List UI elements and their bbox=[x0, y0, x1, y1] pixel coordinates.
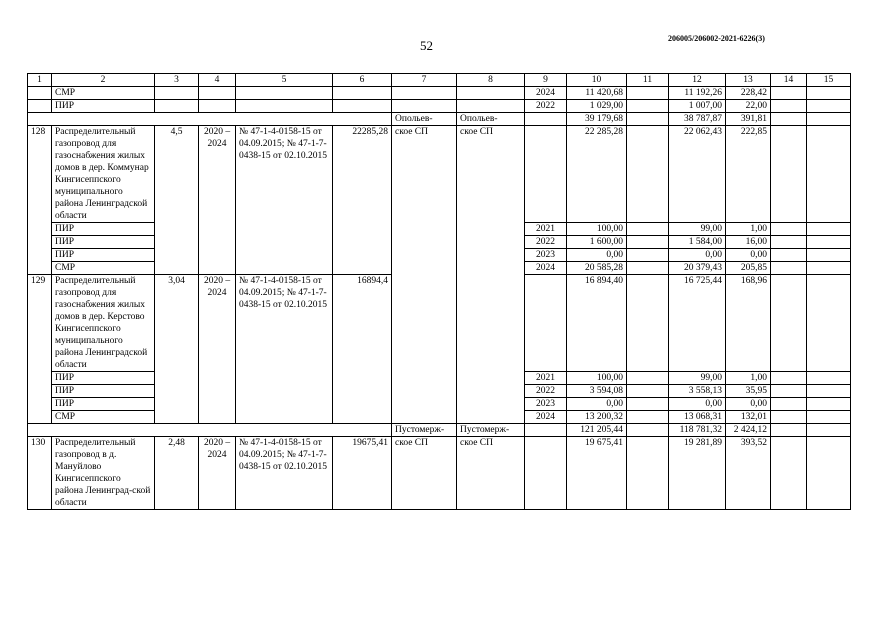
amount-cell: 1,00 bbox=[726, 223, 771, 236]
amount-cell: 1 007,00 bbox=[669, 100, 726, 113]
item-number: 128 bbox=[28, 126, 52, 275]
document-code: 206005/206002-2021-6226(3) bbox=[668, 34, 765, 43]
period-cell: 2020 – 2024 bbox=[199, 437, 236, 510]
page-number: 52 bbox=[420, 38, 433, 53]
item-number: 130 bbox=[28, 437, 52, 510]
header-row bbox=[28, 74, 851, 87]
amount-cell: 19 281,89 bbox=[669, 437, 726, 510]
year-cell: 2024 bbox=[525, 411, 567, 424]
amount-cell: 118 781,32 bbox=[669, 424, 726, 437]
amount-cell: 99,00 bbox=[669, 223, 726, 236]
amount-cell: 11 420,68 bbox=[567, 87, 627, 100]
table-row bbox=[28, 424, 851, 437]
table-row bbox=[28, 87, 851, 100]
col-header: 8 bbox=[457, 74, 525, 87]
amount-cell: 1 029,00 bbox=[567, 100, 627, 113]
length-cell: 4,5 bbox=[155, 126, 199, 275]
row-label: ПИР bbox=[52, 385, 155, 398]
year-cell: 2022 bbox=[525, 236, 567, 249]
year-cell: 2022 bbox=[525, 385, 567, 398]
col-header: 2 bbox=[52, 74, 155, 87]
amount-cell: 22,00 bbox=[726, 100, 771, 113]
amount-cell: 16 894,40 bbox=[567, 275, 627, 372]
amount-cell: 0,00 bbox=[669, 398, 726, 411]
amount-cell: 13 200,32 bbox=[567, 411, 627, 424]
col-header: 10 bbox=[567, 74, 627, 87]
amount-cell: 0,00 bbox=[567, 398, 627, 411]
amount-cell: 0,00 bbox=[726, 398, 771, 411]
district-cell: ское СП bbox=[392, 126, 457, 424]
col-header: 4 bbox=[199, 74, 236, 87]
permit-cell: № 47-1-4-0158-15 от 04.09.2015; № 47-1-7-0438-15 от 02.10.2015 bbox=[236, 275, 333, 424]
amount-cell: 3 594,08 bbox=[567, 385, 627, 398]
period-cell: 2020 – 2024 bbox=[199, 126, 236, 275]
col-header: 12 bbox=[669, 74, 726, 87]
row-label: СМР bbox=[52, 411, 155, 424]
length-cell: 3,04 bbox=[155, 275, 199, 424]
permit-cell: № 47-1-4-0158-15 от 04.09.2015; № 47-1-7-0438-15 от 02.10.2015 bbox=[236, 437, 333, 510]
col-header: 6 bbox=[333, 74, 392, 87]
amount-cell: 11 192,26 bbox=[669, 87, 726, 100]
amount-cell: 393,52 bbox=[726, 437, 771, 510]
amount-cell: 39 179,68 bbox=[567, 113, 627, 126]
amount-cell: 16 725,44 bbox=[669, 275, 726, 372]
row-label: СМР bbox=[52, 262, 155, 275]
amount-cell: 100,00 bbox=[567, 372, 627, 385]
year-cell: 2021 bbox=[525, 372, 567, 385]
district-cell: Пустомерж- bbox=[392, 424, 457, 437]
amount-cell: 2 424,12 bbox=[726, 424, 771, 437]
amount-cell: 0,00 bbox=[726, 249, 771, 262]
col-header: 14 bbox=[771, 74, 807, 87]
col-header: 3 bbox=[155, 74, 199, 87]
amount-cell: 121 205,44 bbox=[567, 424, 627, 437]
amount-cell: 35,95 bbox=[726, 385, 771, 398]
district-cell: Опольев- bbox=[392, 113, 457, 126]
year-cell: 2021 bbox=[525, 223, 567, 236]
amount-cell: 19 675,41 bbox=[567, 437, 627, 510]
table-row bbox=[28, 100, 851, 113]
amount-cell: 22 285,28 bbox=[567, 126, 627, 223]
amount-cell: 13 068,31 bbox=[669, 411, 726, 424]
row-label: СМР bbox=[52, 87, 155, 100]
row-label: ПИР bbox=[52, 398, 155, 411]
col-header: 9 bbox=[525, 74, 567, 87]
amount-cell: 100,00 bbox=[567, 223, 627, 236]
amount-cell: 228,42 bbox=[726, 87, 771, 100]
col-header: 1 bbox=[28, 74, 52, 87]
table-row bbox=[28, 113, 851, 126]
col-header: 5 bbox=[236, 74, 333, 87]
item-name: Распределительный газопровод в д. Мануйлово Кингисеппского района Ленинград-ской области bbox=[52, 437, 155, 510]
cost-cell: 16894,4 bbox=[333, 275, 392, 424]
year-cell: 2024 bbox=[525, 87, 567, 100]
amount-cell: 1 600,00 bbox=[567, 236, 627, 249]
row-label: ПИР bbox=[52, 223, 155, 236]
year-cell: 2023 bbox=[525, 249, 567, 262]
amount-cell: 22 062,43 bbox=[669, 126, 726, 223]
cost-cell: 22285,28 bbox=[333, 126, 392, 275]
table-row bbox=[28, 437, 851, 510]
amount-cell: 222,85 bbox=[726, 126, 771, 223]
district-cell: ское СП bbox=[392, 437, 457, 510]
length-cell: 2,48 bbox=[155, 437, 199, 510]
amount-cell: 391,81 bbox=[726, 113, 771, 126]
row-label: ПИР bbox=[52, 100, 155, 113]
amount-cell: 168,96 bbox=[726, 275, 771, 372]
amount-cell: 3 558,13 bbox=[669, 385, 726, 398]
col-header: 15 bbox=[807, 74, 851, 87]
year-cell: 2023 bbox=[525, 398, 567, 411]
district-cell: ское СП bbox=[457, 437, 525, 510]
data-table bbox=[27, 73, 851, 510]
amount-cell: 205,85 bbox=[726, 262, 771, 275]
amount-cell: 20 585,28 bbox=[567, 262, 627, 275]
period-cell: 2020 – 2024 bbox=[199, 275, 236, 424]
permit-cell: № 47-1-4-0158-15 от 04.09.2015; № 47-1-7-0438-15 от 02.10.2015 bbox=[236, 126, 333, 275]
item-number: 129 bbox=[28, 275, 52, 424]
row-label: ПИР bbox=[52, 372, 155, 385]
amount-cell: 0,00 bbox=[669, 249, 726, 262]
row-label: ПИР bbox=[52, 236, 155, 249]
district-cell: ское СП bbox=[457, 126, 525, 424]
year-cell: 2024 bbox=[525, 262, 567, 275]
amount-cell: 38 787,87 bbox=[669, 113, 726, 126]
row-label: ПИР bbox=[52, 249, 155, 262]
district-cell: Опольев- bbox=[457, 113, 525, 126]
table-row bbox=[28, 126, 851, 223]
amount-cell: 1 584,00 bbox=[669, 236, 726, 249]
amount-cell: 16,00 bbox=[726, 236, 771, 249]
cost-cell: 19675,41 bbox=[333, 437, 392, 510]
amount-cell: 99,00 bbox=[669, 372, 726, 385]
amount-cell: 20 379,43 bbox=[669, 262, 726, 275]
col-header: 13 bbox=[726, 74, 771, 87]
col-header: 7 bbox=[392, 74, 457, 87]
item-name: Распределительный газопровод для газоснабжения жилых домов в дер. Коммунар Кингисеппского муниципального района Ленинградской области bbox=[52, 126, 155, 223]
year-cell: 2022 bbox=[525, 100, 567, 113]
amount-cell: 132,01 bbox=[726, 411, 771, 424]
item-name: Распределительный газопровод для газоснабжения жилых домов в дер. Керстово Кингисеппского муниципального района Ленинградской области bbox=[52, 275, 155, 372]
amount-cell: 0,00 bbox=[567, 249, 627, 262]
col-header: 11 bbox=[627, 74, 669, 87]
district-cell: Пустомерж- bbox=[457, 424, 525, 437]
amount-cell: 1,00 bbox=[726, 372, 771, 385]
